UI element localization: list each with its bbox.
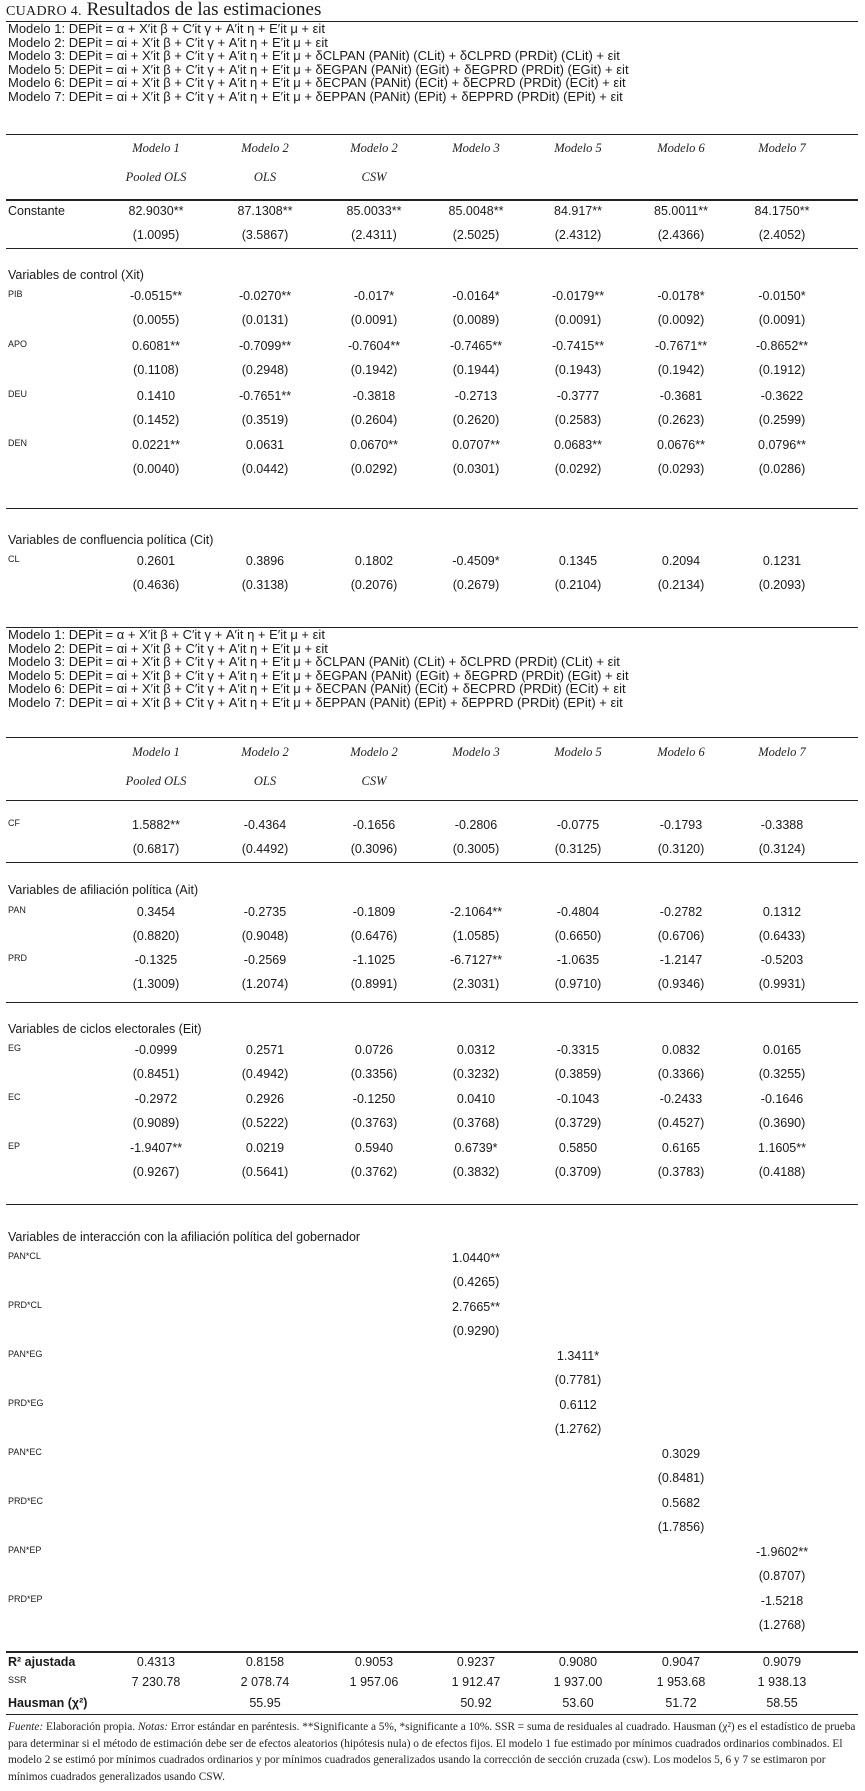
coefficient-cell: -0.3681 [659,389,703,403]
stat-value: 1 937.00 [553,1675,603,1689]
stat-value: 7 230.78 [131,1675,181,1689]
column-header-model: Modelo 2 [241,141,289,155]
formula-line: Modelo 1: DEPit = α + X′it β + C′it γ + A′it η + E′it μ + εit [8,21,325,36]
section-interaccion: Variables de interacción con la afiliación política del gobernador [8,1230,361,1244]
coefficient-cell: 0.0410 [456,1092,496,1106]
coefficient-cell: -0.1043 [556,1092,600,1106]
coefficient-cell: -2.1064** [449,905,503,919]
std-error-cell: (0.3120) [657,842,705,856]
coefficient-cell: -0.0270** [238,289,292,303]
interaction-label: PAN*EC [8,1447,42,1457]
coefficient-cell: 1.5882** [132,818,180,832]
std-error-cell: (0.3709) [554,1165,602,1179]
column-header-model: Modelo 6 [657,745,705,759]
divider [6,862,858,863]
coefficient-cell: 0.0832 [661,1043,701,1057]
std-error-cell: (1.7856) [657,1520,705,1534]
std-error-cell: (0.3356) [350,1067,398,1081]
column-header-method: CSW [361,170,387,184]
footnote-notes: Error estándar en paréntesis. **Significante a 5%, *significante a 10%. SSR = suma de residuales al cuadrado. Hausman (χ²) es el estadístico de prueba para determinar si el método de estimación debe ser de efectos aleatorios (hipótesis nula) o de efectos fijos. El modelo 1 fue estimado por mínimos cuadrados ordinarios combinados. El modelo 2 se estimó por mínimos cuadrados ordinarios y por mínimos cuadrados generalizados usando la corrección de sección cruzada (csw). Los modelos 5, 6 y 7 se estimaron por mínimos cuadrados generalizados usando CSW. [8,1721,856,1783]
stat-value: 0.8158 [245,1655,285,1669]
coefficient-cell: -0.2713 [454,389,498,403]
std-error-cell: (0.8707) [758,1569,806,1583]
column-header-method: CSW [361,774,387,788]
row-label: DEN [8,438,28,448]
std-error-cell: (0.3124) [758,842,806,856]
divider [6,199,858,201]
stat-label: R² ajustada [8,1655,76,1669]
coefficient-cell: -0.2735 [243,905,287,919]
row-label: PRD [8,953,28,963]
std-error-cell: (0.9290) [452,1324,500,1338]
interaction-label: PRD*EP [8,1594,43,1604]
std-error-cell: (0.2104) [554,578,602,592]
stat-value: 0.4313 [136,1655,176,1669]
column-header-method: Pooled OLS [125,170,187,184]
std-error-cell: (0.3005) [452,842,500,856]
coefficient-cell: 0.1231 [762,554,802,568]
coefficient-cell: -0.1250 [352,1092,396,1106]
stat-value: 0.9053 [354,1655,394,1669]
coefficient-cell: -0.7604** [347,339,401,353]
coefficient-cell: 84.917** [554,204,602,218]
std-error-cell: (2.5025) [452,228,500,242]
coefficient-cell: -1.9602** [755,1545,809,1559]
coefficient-cell: 1.0440** [452,1251,500,1265]
coefficient-cell: -0.7415** [551,339,605,353]
std-error-cell: (0.0089) [452,313,500,327]
coefficient-cell: 0.6081** [132,339,180,353]
coefficient-cell: 85.0011** [654,204,708,218]
coefficient-cell: 0.2926 [245,1092,285,1106]
std-error-cell: (0.0292) [554,462,602,476]
column-header-model: Modelo 5 [554,745,602,759]
std-error-cell: (0.1944) [452,363,500,377]
coefficient-cell: 0.6112 [559,1398,597,1412]
formula-line: Modelo 6: DEPit = αi + X′it β + C′it γ + A′it η + E′it μ + δECPAN (PANit) (ECit) + δECPRD (PRDit) (ECit) + εit [8,681,626,696]
interaction-label: PAN*EP [8,1545,42,1555]
coefficient-cell: -6.7127** [449,953,503,967]
std-error-cell: (0.0442) [241,462,289,476]
row-label: APO [8,339,28,349]
stat-value: 0.9080 [558,1655,598,1669]
std-error-cell: (0.3768) [452,1116,500,1130]
std-error-cell: (0.2093) [758,578,806,592]
stat-value: 51.72 [665,1696,697,1710]
column-header-model: Modelo 6 [657,141,705,155]
formula-line: Modelo 7: DEPit = αi + X′it β + C′it γ + A′it η + E′it μ + δEPPAN (PANit) (EPit) + δEPPRD (PRDit) (EPit) + εit [8,88,623,104]
coefficient-cell: 0.1802 [354,554,394,568]
std-error-cell: (1.3009) [132,977,180,991]
std-error-cell: (0.8820) [132,929,180,943]
coefficient-cell: -1.5218 [760,1594,804,1608]
std-error-cell: (1.2074) [241,977,289,991]
coefficient-cell: 82.9030** [128,204,184,218]
column-header-model: Modelo 2 [350,141,398,155]
std-error-cell: (0.5222) [241,1116,289,1130]
formula-line: Modelo 3: DEPit = αi + X′it β + C′it γ + A′it η + E′it μ + δCLPAN (PANit) (CLit) + δCLPRD (PRDit) (CLit) + εit [8,48,620,63]
std-error-cell: (0.9267) [132,1165,180,1179]
interaction-label: PRD*EG [8,1398,44,1408]
std-error-cell: (0.9710) [554,977,602,991]
stat-value: 0.9047 [661,1655,701,1669]
coefficient-cell: -0.2782 [659,905,703,919]
std-error-cell: (0.3729) [554,1116,602,1130]
std-error-cell: (0.0091) [758,313,806,327]
formula-block-2 [8,628,629,709]
coefficient-cell: 0.6165 [661,1141,701,1155]
divider [6,1204,858,1205]
std-error-cell: (0.1942) [657,363,705,377]
std-error-cell: (0.0301) [452,462,500,476]
table-title [6,0,321,22]
std-error-cell: (0.1943) [554,363,602,377]
std-error-cell: (0.9048) [241,929,289,943]
std-error-cell: (0.2599) [758,413,806,427]
footnote [8,1719,858,1785]
std-error-cell: (0.0040) [132,462,180,476]
std-error-cell: (0.4188) [758,1165,806,1179]
std-error-cell: (0.4527) [657,1116,705,1130]
coefficient-cell: 0.0707** [452,438,500,452]
column-header-method: OLS [253,774,277,788]
section-control: Variables de control (Xit) [8,268,144,282]
formula-line: Modelo 7: DEPit = αi + X′it β + C′it γ + A′it η + E′it μ + δEPPAN (PANit) (EPit) + δEPPRD (PRDit) (EPit) + εit [8,694,623,710]
column-header-model: Modelo 2 [350,745,398,759]
column-header-model: Modelo 1 [132,745,180,759]
std-error-cell: (0.3366) [657,1067,705,1081]
coefficient-cell: -0.7671** [654,339,708,353]
coefficient-cell: 0.2094 [661,554,701,568]
std-error-cell: (0.7781) [554,1373,602,1387]
stat-value: 1 938.13 [757,1675,807,1689]
row-label: PIB [8,289,23,299]
stat-value: 50.92 [460,1696,492,1710]
coefficient-cell: -0.7099** [238,339,292,353]
std-error-cell: (0.3859) [554,1067,602,1081]
coefficient-cell: -1.1025 [352,953,396,967]
row-label: EG [8,1043,22,1053]
coefficient-cell: -0.0515** [129,289,183,303]
std-error-cell: (3.5867) [241,228,289,242]
std-error-cell: (0.0092) [657,313,705,327]
coefficient-cell: 0.5850 [558,1141,598,1155]
std-error-cell: (0.3096) [350,842,398,856]
coefficient-cell: -0.2972 [134,1092,178,1106]
stat-value: 1 912.47 [451,1675,501,1689]
std-error-cell: (2.4311) [351,228,397,242]
coefficient-cell: 0.0165 [762,1043,802,1057]
coefficient-cell: 0.2571 [245,1043,285,1057]
section-afiliacion: Variables de afiliación política (Ait) [8,883,199,897]
std-error-cell: (0.1452) [132,413,180,427]
coefficient-cell: 84.1750** [754,204,810,218]
coefficient-cell: 0.0683** [554,438,602,452]
coefficient-cell: 85.0033** [346,204,402,218]
stat-value: 0.9237 [456,1655,496,1669]
coefficient-cell: 0.0676** [657,438,705,452]
std-error-cell: (1.0095) [132,228,180,242]
coefficient-cell: 0.1410 [136,389,176,403]
column-header-model: Modelo 2 [241,745,289,759]
coefficient-cell: -0.1325 [134,953,178,967]
std-error-cell: (0.3690) [758,1116,806,1130]
section-ciclos: Variables de ciclos electorales (Eit) [8,1022,202,1036]
coefficient-cell: -0.7465** [449,339,503,353]
coefficient-cell: 0.3454 [136,905,176,919]
std-error-cell: (0.4636) [132,578,180,592]
coefficient-cell: -0.3388 [760,818,804,832]
stat-value: 2 078.74 [240,1675,290,1689]
coefficient-cell: -0.1656 [352,818,396,832]
std-error-cell: (1.2762) [554,1422,602,1436]
std-error-cell: (0.2623) [657,413,705,427]
column-header-model: Modelo 3 [452,141,500,155]
std-error-cell: (0.2134) [657,578,705,592]
std-error-cell: (0.4265) [452,1275,500,1289]
section-confluencia: Variables de confluencia política (Cit) [8,533,214,547]
coefficient-cell: -1.0635 [556,953,600,967]
std-error-cell: (1.0585) [452,929,500,943]
coefficient-cell: -0.0150* [758,289,806,303]
std-error-cell: (0.6706) [657,929,705,943]
coefficient-cell: -0.1646 [760,1092,804,1106]
std-error-cell: (0.3762) [350,1165,398,1179]
stat-value: 58.55 [766,1696,798,1710]
coefficient-cell: -0.2569 [243,953,287,967]
footnote-source: Elaboración propia. [43,1721,138,1733]
std-error-cell: (0.0091) [350,313,398,327]
interaction-label: PRD*CL [8,1300,43,1310]
interaction-label: PAN*CL [8,1251,41,1261]
std-error-cell: (0.3255) [758,1067,806,1081]
std-error-cell: (0.0131) [241,313,289,327]
column-header-method: Pooled OLS [125,774,187,788]
column-header-method: OLS [253,170,277,184]
std-error-cell: (0.3125) [554,842,602,856]
divider [6,508,858,509]
std-error-cell: (0.2679) [452,578,500,592]
coefficient-cell: -0.0164* [452,289,500,303]
coefficient-cell: 0.1312 [762,905,802,919]
std-error-cell: (0.0286) [758,462,806,476]
std-error-cell: (0.0055) [132,313,180,327]
divider [6,1002,858,1003]
stat-value: 53.60 [562,1696,594,1710]
divider [6,134,858,135]
std-error-cell: (1.2768) [758,1618,806,1632]
coefficient-cell: -0.017* [353,289,395,303]
std-error-cell: (0.6650) [554,929,602,943]
coefficient-cell: 0.1345 [558,554,598,568]
coefficient-cell: -0.2433 [659,1092,703,1106]
column-header-model: Modelo 7 [758,745,806,759]
row-label: Constante [8,204,65,218]
coefficient-cell: 0.0670** [350,438,398,452]
formula-line: Modelo 2: DEPit = αi + X′it β + C′it γ + A′it η + E′it μ + εit [8,34,328,50]
coefficient-cell: 0.6739* [454,1141,498,1155]
std-error-cell: (0.6476) [350,929,398,943]
coefficient-cell: -0.0999 [134,1043,178,1057]
std-error-cell: (0.3232) [452,1067,500,1081]
coefficient-cell: -0.5203 [760,953,804,967]
divider [6,1651,858,1653]
interaction-label: PAN*EG [8,1349,43,1359]
std-error-cell: (0.3832) [452,1165,500,1179]
coefficient-cell: -0.4509* [452,554,500,568]
interaction-label: PRD*EC [8,1496,44,1506]
divider [6,248,858,249]
coefficient-cell: -0.8652** [755,339,809,353]
coefficient-cell: 0.0219 [245,1141,285,1155]
coefficient-cell: 85.0048** [448,204,504,218]
stat-value: 55.95 [249,1696,281,1710]
std-error-cell: (0.3763) [350,1116,398,1130]
footnote-notes-label: Notas: [137,1721,169,1733]
std-error-cell: (0.0091) [554,313,602,327]
formula-line: Modelo 3: DEPit = αi + X′it β + C′it γ + A′it η + E′it μ + δCLPAN (PANit) (CLit) + δCLPRD (PRDit) (CLit) + εit [8,654,620,669]
coefficient-cell: -0.7651** [238,389,292,403]
coefficient-cell: -0.0775 [556,818,600,832]
std-error-cell: (0.2583) [554,413,602,427]
coefficient-cell: 0.3029 [661,1447,701,1461]
coefficient-cell: 1.3411* [556,1349,600,1363]
coefficient-cell: -0.0179** [551,289,605,303]
std-error-cell: (0.8451) [132,1067,180,1081]
coefficient-cell: -0.4804 [556,905,600,919]
std-error-cell: (0.4492) [241,842,289,856]
column-header-model: Modelo 3 [452,745,500,759]
coefficient-cell: -0.3622 [760,389,804,403]
std-error-cell: (2.4366) [657,228,705,242]
std-error-cell: (0.2076) [350,578,398,592]
std-error-cell: (0.6817) [132,842,180,856]
coefficient-cell: -1.9407** [129,1141,183,1155]
formula-line: Modelo 2: DEPit = αi + X′it β + C′it γ + A′it η + E′it μ + εit [8,640,328,656]
column-header-model: Modelo 7 [758,141,806,155]
table-title-text: Resultados de las estimaciones [86,0,322,20]
coefficient-cell: -0.3777 [556,389,600,403]
std-error-cell: (0.2604) [350,413,398,427]
std-error-cell: (0.9346) [657,977,705,991]
coefficient-cell: -1.2147 [659,953,703,967]
coefficient-cell: -0.2806 [454,818,498,832]
row-label: EP [8,1141,21,1151]
std-error-cell: (0.3138) [241,578,289,592]
coefficient-cell: 1.1605** [758,1141,806,1155]
coefficient-cell: -0.1793 [659,818,703,832]
stat-label: SSR [8,1675,27,1685]
row-label: PAN [8,905,26,915]
std-error-cell: (2.4052) [758,228,806,242]
coefficient-cell: 0.0726 [354,1043,394,1057]
std-error-cell: (0.1108) [133,363,179,377]
coefficient-cell: -0.1809 [352,905,396,919]
std-error-cell: (0.2948) [241,363,289,377]
coefficient-cell: 0.3896 [245,554,285,568]
std-error-cell: (0.3519) [241,413,289,427]
formula-block-1 [8,22,629,103]
std-error-cell: (2.3031) [452,977,500,991]
coefficient-cell: 0.0312 [456,1043,496,1057]
std-error-cell: (0.8991) [350,977,398,991]
coefficient-cell: 2.7665** [452,1300,500,1314]
std-error-cell: (0.0293) [657,462,705,476]
coefficient-cell: 0.0796** [758,438,806,452]
stat-value: 1 957.06 [349,1675,399,1689]
std-error-cell: (0.5641) [241,1165,289,1179]
std-error-cell: (0.4942) [241,1067,289,1081]
formula-line: Modelo 5: DEPit = αi + X′it β + C′it γ + A′it η + E′it μ + δEGPAN (PANit) (EGit) + δEGPRD (PRDit) (EGit) + εit [8,61,629,77]
coefficient-cell: 0.0221** [132,438,180,452]
divider [6,1714,858,1715]
coefficient-cell: -0.3818 [352,389,396,403]
coefficient-cell: 0.2601 [136,554,176,568]
coefficient-cell: 0.5682 [661,1496,701,1510]
formula-line: Modelo 5: DEPit = αi + X′it β + C′it γ + A′it η + E′it μ + δEGPAN (PANit) (EGit) + δEGPRD (PRDit) (EGit) + εit [8,667,629,683]
column-header-model: Modelo 1 [132,141,180,155]
coefficient-cell: 0.0631 [245,438,285,452]
std-error-cell: (2.4312) [554,228,602,242]
std-error-cell: (0.1942) [350,363,398,377]
divider [6,737,858,738]
table-number: CUADRO 4. [6,4,82,19]
std-error-cell: (0.0292) [350,462,398,476]
coefficient-cell: 87.1308** [237,204,293,218]
coefficient-cell: -0.4364 [243,818,287,832]
coefficient-cell: -0.3315 [556,1043,600,1057]
stat-value: 1 953.68 [656,1675,706,1689]
column-header-model: Modelo 5 [554,141,602,155]
row-label: CL [8,554,20,564]
footnote-source-label: Fuente: [8,1721,44,1733]
std-error-cell: (0.1912) [758,363,806,377]
row-label: DEU [8,389,28,399]
std-error-cell: (0.9931) [758,977,806,991]
row-label: EC [8,1092,21,1102]
row-label: CF [8,818,20,828]
formula-line: Modelo 1: DEPit = α + X′it β + C′it γ + A′it η + E′it μ + εit [8,627,325,642]
std-error-cell: (0.8481) [657,1471,705,1485]
stat-label: Hausman (χ²) [8,1696,88,1710]
divider [6,800,858,801]
stat-value: 0.9079 [762,1655,802,1669]
std-error-cell: (0.3783) [657,1165,705,1179]
formula-line: Modelo 6: DEPit = αi + X′it β + C′it γ + A′it η + E′it μ + δECPAN (PANit) (ECit) + δECPRD (PRDit) (ECit) + εit [8,75,626,90]
std-error-cell: (0.6433) [758,929,806,943]
std-error-cell: (0.9089) [132,1116,180,1130]
std-error-cell: (0.2620) [452,413,500,427]
coefficient-cell: -0.0178* [657,289,705,303]
coefficient-cell: 0.5940 [354,1141,394,1155]
